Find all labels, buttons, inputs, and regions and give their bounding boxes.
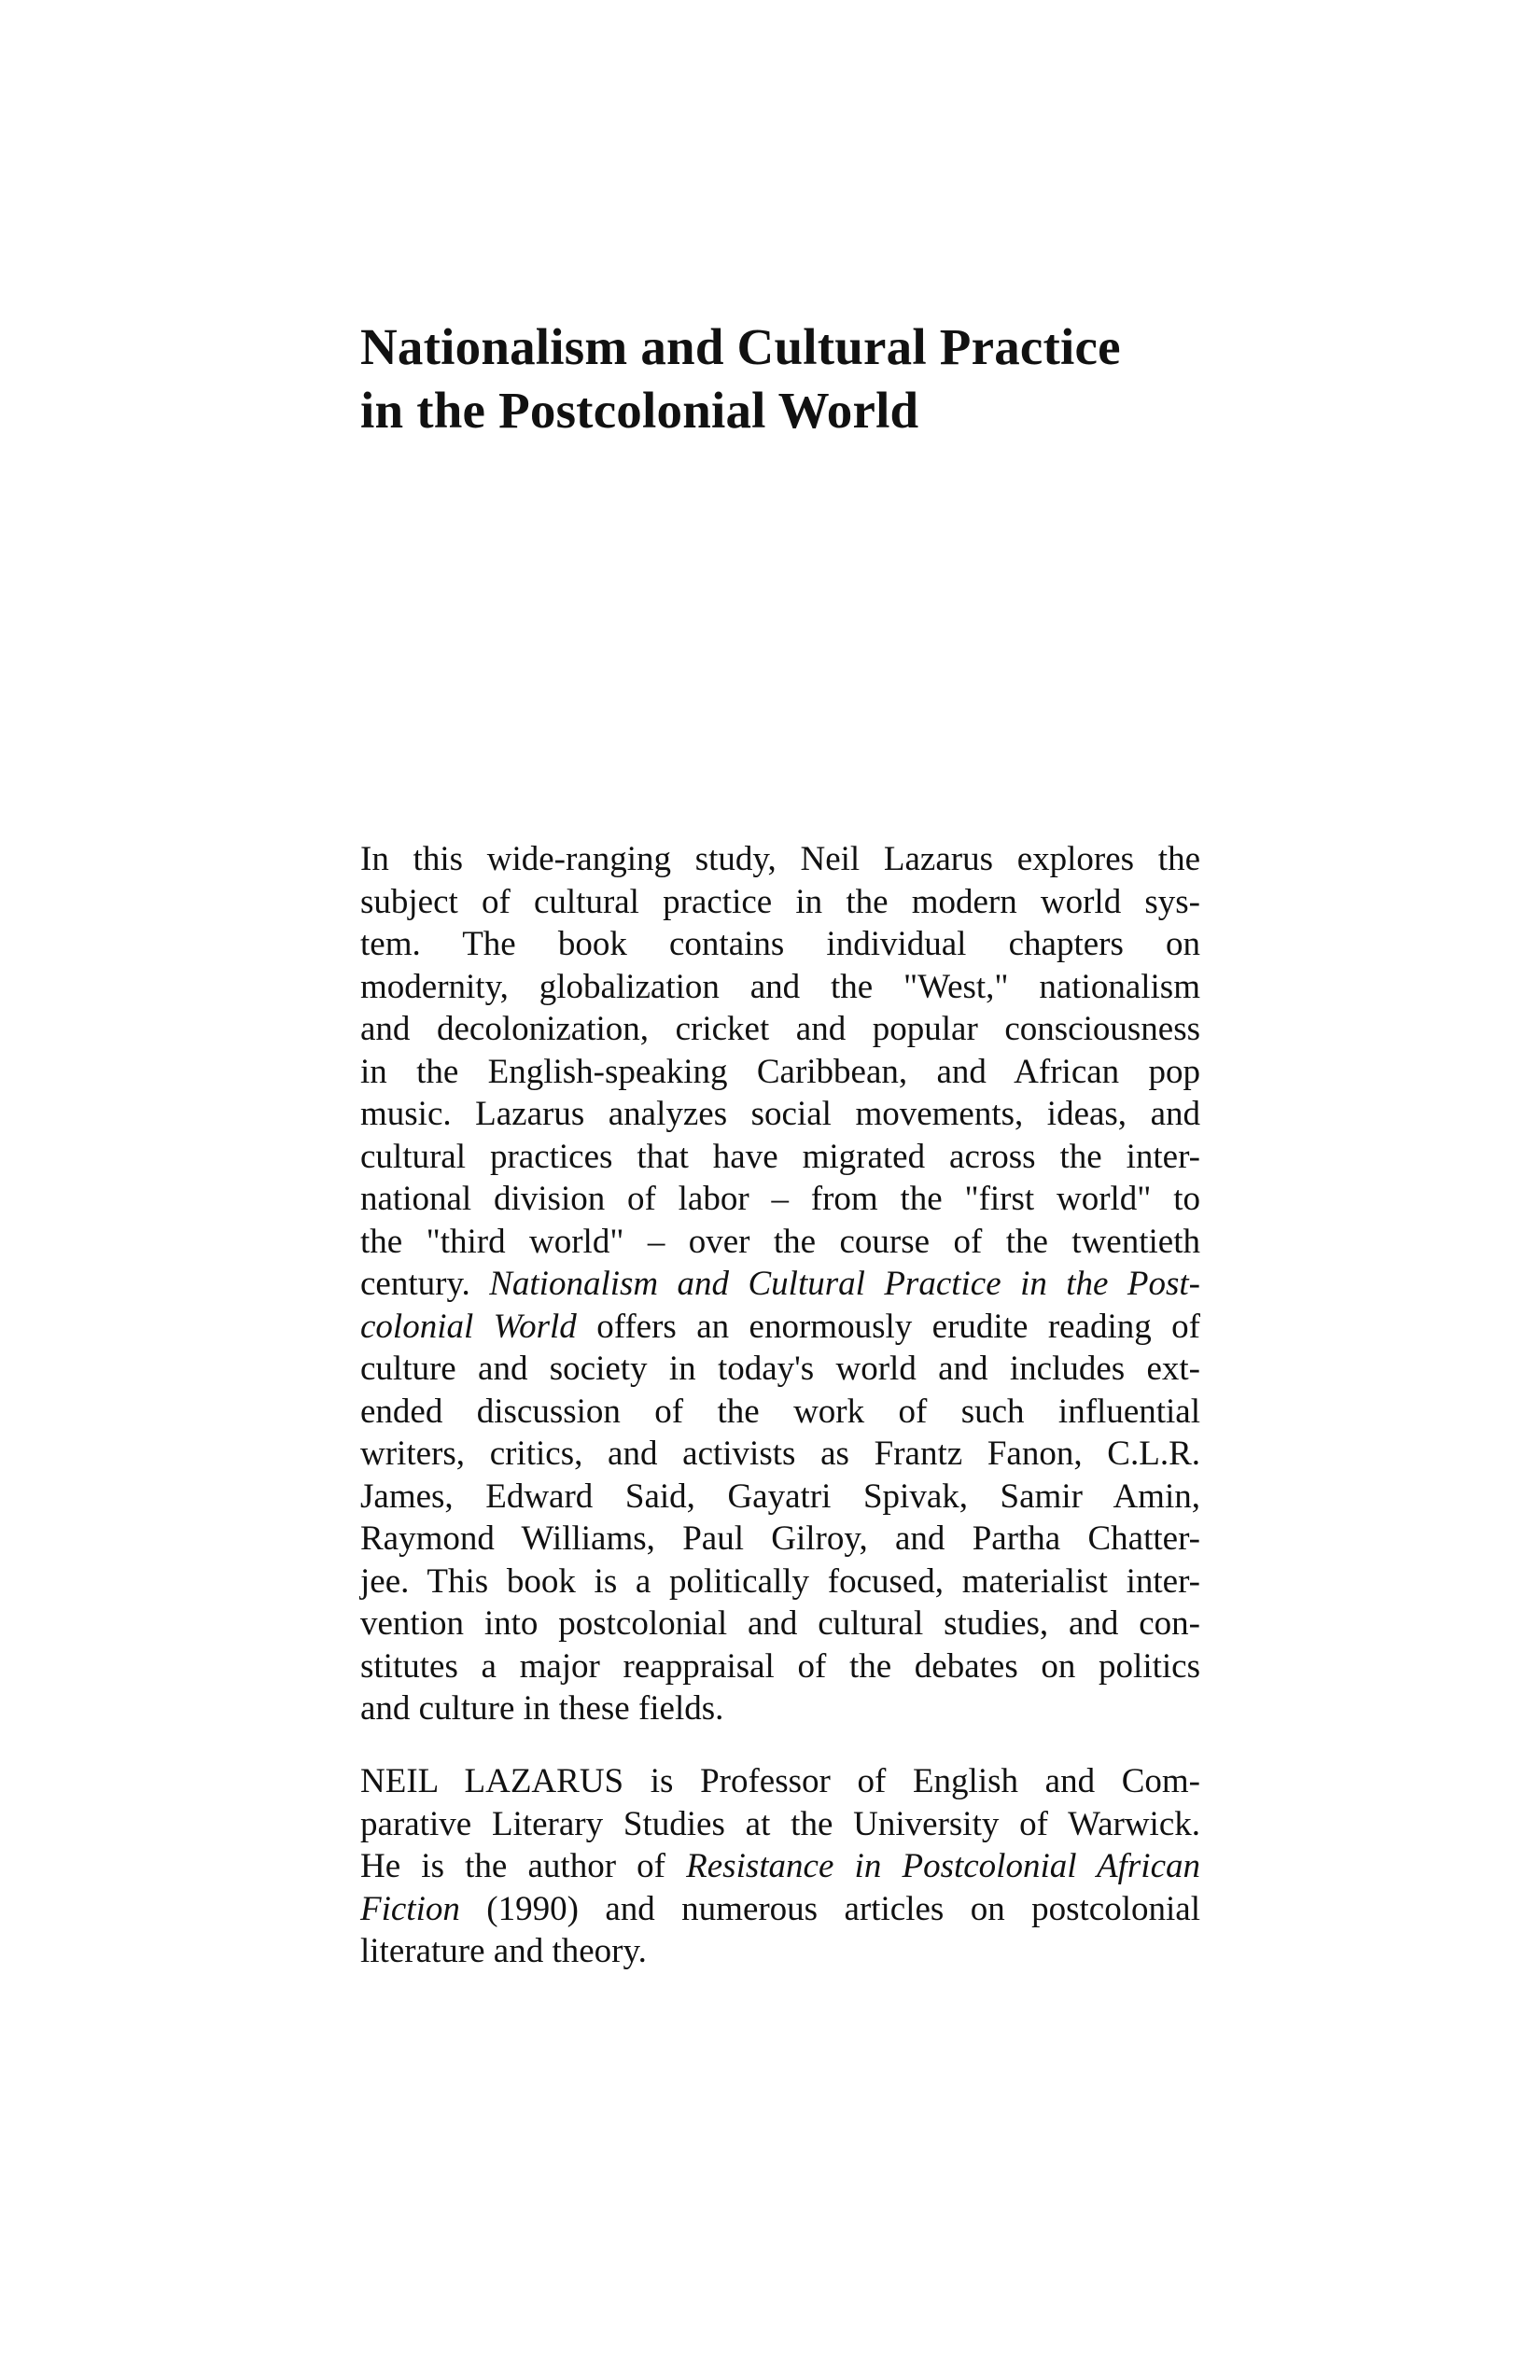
description-line: music. Lazarus analyzes social movements, ideas, and [360,1095,1200,1133]
description-line: the "third world" – over the course of the twentieth [360,1222,1200,1261]
description-line [360,1306,1200,1349]
description-line: In this wide-ranging study, Neil Lazarus explores the [360,840,1200,878]
bio-line: parative Literary Studies at the University of Warwick. [360,1804,1200,1843]
description-text: century. [360,1265,490,1303]
book-title-italic: Fiction [360,1889,460,1928]
title-line-1: Nationalism and Cultural Practice [360,318,1121,375]
description-line: ended discussion of the work of such influential [360,1392,1200,1431]
description-line: jee. This book is a politically focused, materialist inter- [360,1561,1200,1601]
description-line [360,1263,1200,1306]
description-text: offers an enormously erudite reading of [576,1307,1200,1346]
bio-line: NEIL LAZARUS is Professor of English and Com- [360,1762,1200,1800]
book-title-italic: Nationalism and Cultural Practice in the Post- [489,1265,1200,1303]
description-line: modernity, globalization and the "West," nationalism [360,967,1200,1006]
description-line: culture and society in today's world and includes ext- [360,1350,1200,1388]
bio-line [360,1888,1200,1931]
title-line-2: in the Postcolonial World [360,382,919,439]
bio-line: literature and theory. [360,1932,647,1970]
description-line: James, Edward Said, Gayatri Spivak, Samir Amin, [360,1477,1200,1516]
book-title [360,315,1256,442]
bio-line [360,1845,1200,1888]
description-line: stitutes a major reappraisal of the debates on politics [360,1646,1200,1686]
bio-text: He is the author of [360,1847,687,1885]
book-title-italic: colonial World [360,1307,577,1346]
description-line: in the English-speaking Caribbean, and African pop [360,1052,1200,1091]
description-line: tem. The book contains individual chapters on [360,925,1200,963]
description-line: and decolonization, cricket and popular consciousness [360,1010,1200,1048]
author-bio [360,1760,1200,1973]
description-line: writers, critics, and activists as Frantz Fanon, C.L.R. [360,1435,1200,1473]
description-line: and culture in these fields. [360,1689,724,1728]
description-line: national division of labor – from the "first world" to [360,1180,1200,1218]
bio-text: (1990) and numerous articles on postcolonial [459,1889,1200,1928]
description-line: cultural practices that have migrated across the inter- [360,1137,1200,1176]
description-line: vention into postcolonial and cultural studies, and con- [360,1604,1200,1643]
description-line: Raymond Williams, Paul Gilroy, and Partha Chatter- [360,1519,1200,1558]
description-line: subject of cultural practice in the modern world sys- [360,882,1200,921]
book-title-italic: Resistance in Postcolonial African [686,1847,1200,1885]
book-description [360,838,1200,1730]
